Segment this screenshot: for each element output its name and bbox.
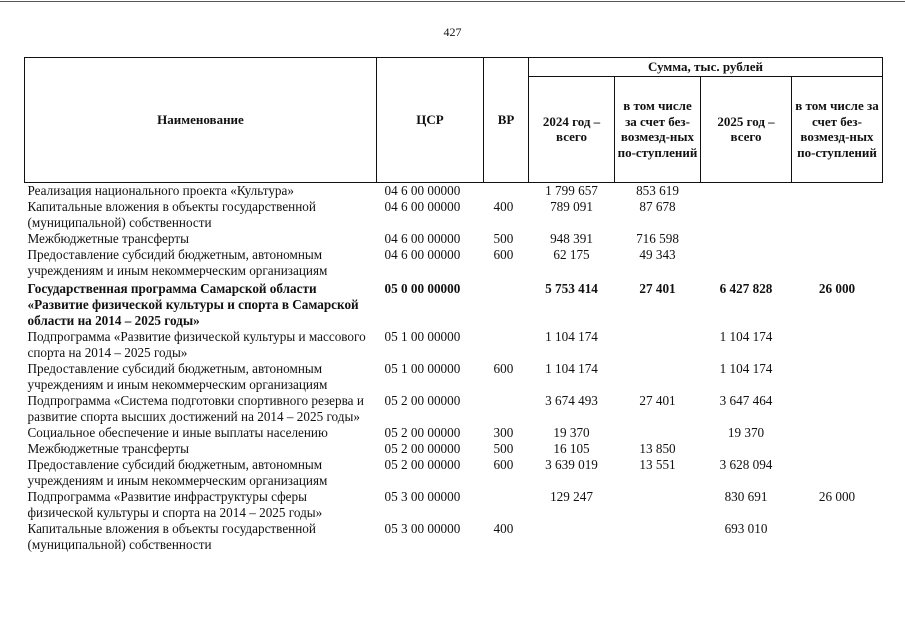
- row-2024-total: 62 175: [553, 246, 590, 262]
- row-name: Социальное обеспечение и иные выплаты населению: [27, 424, 328, 440]
- row-name: Капитальные вложения в объекты государственной (муниципальной) собственности: [27, 520, 316, 552]
- table-body: [25, 182, 883, 553]
- row-2025-total: 693 010: [724, 520, 768, 536]
- row-vr: [484, 329, 529, 361]
- row-name: Капитальные вложения в объекты государственной (муниципальной) собственности: [27, 198, 316, 230]
- row-2024-grants: [615, 361, 701, 393]
- row-vr: 500: [493, 440, 514, 456]
- row-2024-total: 3 674 493: [545, 392, 598, 408]
- row-2024-grants: 853 619: [636, 182, 679, 198]
- row-2025-total: [701, 182, 792, 199]
- page-number: 427: [443, 25, 462, 39]
- row-2024-grants: 27 401: [639, 280, 676, 296]
- row-2024-grants: [615, 521, 701, 553]
- row-name: Государственная программа Самарской области «Развитие физической культуры и спорта в Самарской области на 2014 – 2025 годы»: [27, 280, 359, 328]
- row-csr: 04 6 00 00000: [384, 230, 461, 246]
- table-row: [25, 182, 883, 199]
- row-vr: 300: [493, 424, 514, 440]
- row-name: Предоставление субсидий бюджетным, автономным учреждениям и иным некоммерческим организациям: [27, 456, 328, 488]
- row-2024-grants: 87 678: [639, 198, 676, 214]
- row-csr: 04 6 00 00000: [384, 246, 461, 262]
- row-name: Подпрограмма «Развитие инфраструктуры сферы физической культуры и спорта на 2014 – 2025 годы»: [27, 488, 323, 520]
- row-csr: 05 2 00 00000: [384, 440, 461, 456]
- table-row: [25, 329, 883, 361]
- row-2024-grants: [615, 489, 701, 521]
- table-row: [25, 199, 883, 231]
- row-2024-grants: 27 401: [639, 392, 676, 408]
- row-2025-grants: [792, 361, 883, 393]
- row-vr: 600: [493, 360, 514, 376]
- row-vr: [484, 393, 529, 425]
- row-csr: 05 0 00 00000: [384, 280, 461, 296]
- row-2025-grants: [792, 231, 883, 247]
- row-2025-total: [701, 247, 792, 279]
- header-sum-group: Сумма, тыс. рублей: [529, 58, 883, 77]
- table-row: [25, 279, 883, 329]
- row-2024-total: 3 639 019: [545, 456, 598, 472]
- row-2025-grants: [792, 441, 883, 457]
- row-2024-total: 1 104 174: [545, 328, 598, 344]
- row-2025-grants: [792, 329, 883, 361]
- row-2025-total: 1 104 174: [719, 328, 773, 344]
- row-csr: 05 2 00 00000: [384, 392, 461, 408]
- row-name: Предоставление субсидий бюджетным, автономным учреждениям и иным некоммерческим организациям: [27, 246, 328, 278]
- row-2024-total: 1 799 657: [545, 182, 598, 198]
- row-2025-grants: [792, 247, 883, 279]
- row-2025-grants: 26 000: [818, 488, 856, 504]
- table-row: [25, 361, 883, 393]
- table-row: [25, 425, 883, 441]
- row-2024-grants: 13 551: [639, 456, 676, 472]
- row-2025-total: [701, 441, 792, 457]
- table-row: [25, 521, 883, 553]
- row-csr: 05 3 00 00000: [384, 488, 461, 504]
- row-vr: 600: [493, 456, 514, 472]
- row-2025-grants: [792, 457, 883, 489]
- row-2025-total: 1 104 174: [719, 360, 773, 376]
- row-2025-grants: [792, 425, 883, 441]
- header-2025-grants: в том числе за счет без-возмезд-ных по-ступлений: [792, 76, 883, 182]
- row-2024-total: 5 753 414: [545, 280, 598, 296]
- row-2024-grants: [615, 425, 701, 441]
- row-csr: 05 3 00 00000: [384, 520, 461, 536]
- row-2025-grants: [792, 199, 883, 231]
- row-name: Реализация национального проекта «Культура»: [27, 182, 294, 198]
- row-name: Подпрограмма «Система подготовки спортивного резерва и развитие спорта высших достижений на 2014 – 2025 годы»: [27, 392, 364, 424]
- row-2025-grants: [792, 393, 883, 425]
- row-2024-total: 789 091: [550, 198, 593, 214]
- row-csr: 05 2 00 00000: [384, 424, 461, 440]
- row-2025-grants: 26 000: [818, 280, 856, 296]
- row-2025-total: 6 427 828: [719, 280, 773, 296]
- row-2025-grants: [792, 521, 883, 553]
- row-2025-total: 19 370: [727, 424, 765, 440]
- row-name: Подпрограмма «Развитие физической культуры и массового спорта на 2014 – 2025 годы»: [27, 328, 366, 360]
- row-name: Межбюджетные трансферты: [27, 230, 189, 246]
- row-vr: 600: [493, 246, 514, 262]
- row-vr: [484, 279, 529, 329]
- header-2024-grants: в том числе за счет без-возмезд-ных по-ступлений: [615, 76, 701, 182]
- table-row: [25, 441, 883, 457]
- row-csr: 05 2 00 00000: [384, 456, 461, 472]
- row-csr: 04 6 00 00000: [384, 182, 461, 198]
- table-row: [25, 231, 883, 247]
- row-vr: [484, 182, 529, 199]
- row-csr: 05 1 00 00000: [384, 328, 461, 344]
- row-2025-total: 830 691: [724, 488, 768, 504]
- row-csr: 04 6 00 00000: [384, 198, 461, 214]
- header-csr: ЦСР: [377, 58, 484, 183]
- header-2025-total: 2025 год – всего: [701, 76, 792, 182]
- table-row: [25, 489, 883, 521]
- row-2024-total: 19 370: [553, 424, 590, 440]
- row-2025-total: 3 647 464: [719, 392, 773, 408]
- row-2024-grants: 13 850: [639, 440, 676, 456]
- row-2025-total: [701, 199, 792, 231]
- row-name: Предоставление субсидий бюджетным, автономным учреждениям и иным некоммерческим организациям: [27, 360, 328, 392]
- row-2024-total: 948 391: [550, 230, 593, 246]
- row-2025-total: 3 628 094: [719, 456, 773, 472]
- row-csr: 05 1 00 00000: [384, 360, 461, 376]
- table-row: [25, 393, 883, 425]
- row-2024-grants: 49 343: [639, 246, 676, 262]
- header-name: Наименование: [25, 58, 377, 183]
- row-2025-grants: [792, 182, 883, 199]
- header-vr: ВР: [484, 58, 529, 183]
- row-2024-total: 129 247: [550, 488, 593, 504]
- row-2025-total: [701, 231, 792, 247]
- row-vr: [484, 489, 529, 521]
- row-vr: 400: [493, 198, 514, 214]
- row-2024-grants: 716 598: [636, 230, 679, 246]
- row-vr: 500: [493, 230, 514, 246]
- row-2024-total: 16 105: [553, 440, 590, 456]
- row-2024-grants: [615, 329, 701, 361]
- row-vr: 400: [493, 520, 514, 536]
- top-border-line: [0, 1, 905, 2]
- table-row: [25, 247, 883, 279]
- table-row: [25, 457, 883, 489]
- budget-table: [24, 57, 883, 553]
- row-2024-total: 1 104 174: [545, 360, 598, 376]
- row-name: Межбюджетные трансферты: [27, 440, 189, 456]
- row-2024-total: [529, 521, 615, 553]
- header-2024-total: 2024 год – всего: [529, 76, 615, 182]
